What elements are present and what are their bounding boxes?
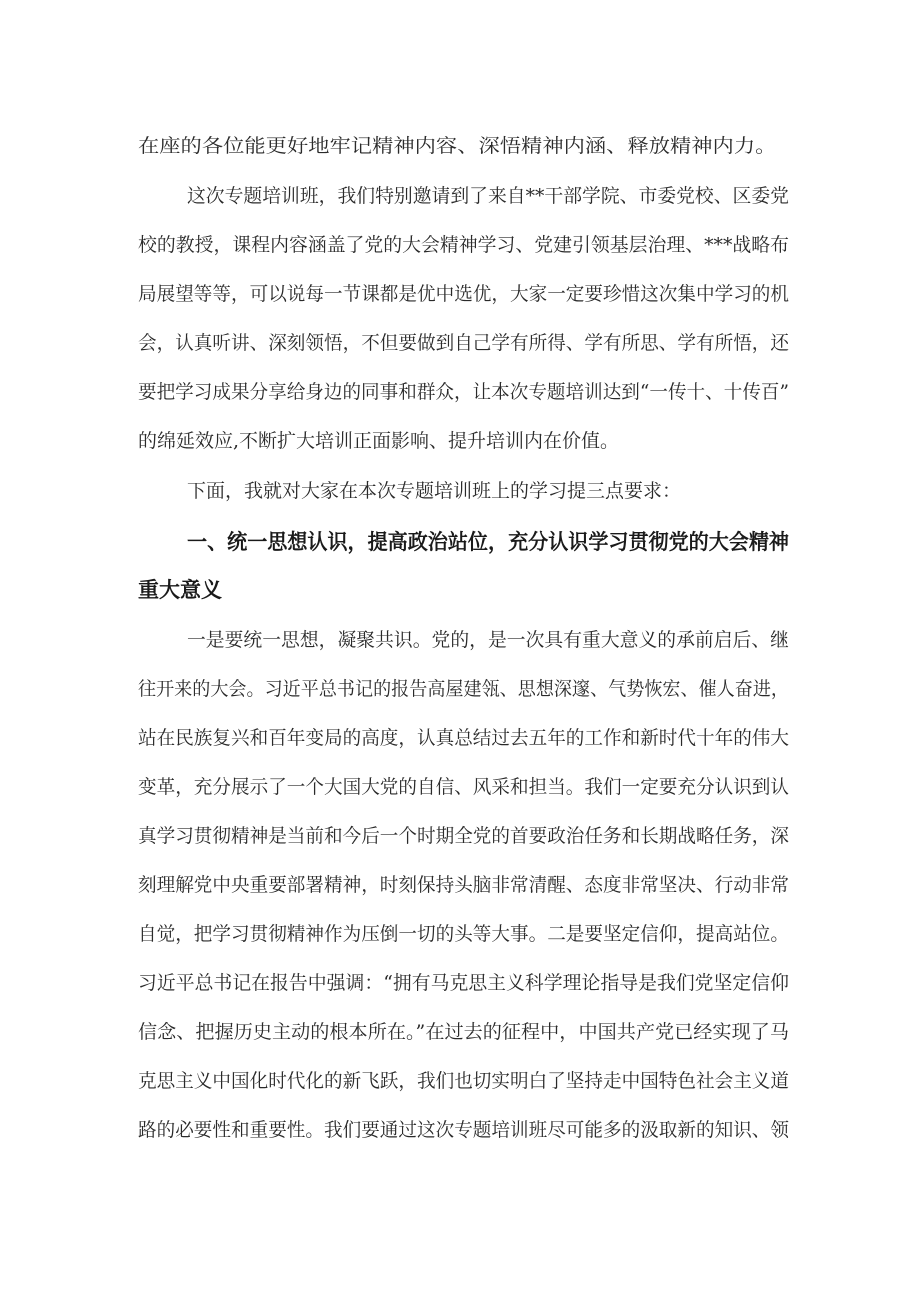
body-text-line: 真学习贯彻精神是当前和今后一个时期全党的首要政治任务和长期战略任务，深 bbox=[138, 825, 789, 847]
body-text-line: 局展望等等，可以说每一节课都是优中选优，大家一定要珍惜这次集中学习的机 bbox=[138, 283, 789, 305]
body-text-line: 路的必要性和重要性。我们要通过这次专题培训班尽可能多的汲取新的知识、领 bbox=[138, 1119, 789, 1141]
paragraph-first-line: 这次专题培训班，我们特别邀请到了来自**干部学院、市委党校、区委党 bbox=[187, 185, 789, 207]
body-text-line: 要把学习成果分享给身边的同事和群众，让本次专题培训达到“一传十、十传百” bbox=[138, 381, 789, 403]
body-text-line: 信念、把握历史主动的根本所在。”在过去的征程中，中国共产党已经实现了马 bbox=[138, 1021, 789, 1043]
body-text-line: 克思主义中国化时代化的新飞跃，我们也切实明白了坚持走中国特色社会主义道 bbox=[138, 1070, 789, 1092]
body-text-line: 会，认真听讲、深刻领悟，不但要做到自己学有所得、学有所思、学有所悟，还 bbox=[138, 332, 789, 354]
body-text-line: 站在民族复兴和百年变局的高度，认真总结过去五年的工作和新时代十年的伟大 bbox=[138, 727, 789, 749]
body-text-line: 在座的各位能更好地牢记精神内容、深悟精神内涵、释放精神内力。 bbox=[138, 135, 777, 157]
paragraph-first-line: 下面，我就对大家在本次专题培训班上的学习提三点要求： bbox=[187, 480, 682, 502]
body-text-line: 变革，充分展示了一个大国大党的自信、风采和担当。我们一定要充分认识到认 bbox=[138, 776, 789, 798]
body-text-line: 校的教授，课程内容涵盖了党的大会精神学习、党建引领基层治理、***战略布 bbox=[138, 234, 789, 256]
section-heading: 重大意义 bbox=[138, 578, 222, 602]
section-heading: 一、统一思想认识，提高政治站位，充分认识学习贯彻党的大会精神 bbox=[187, 530, 789, 554]
body-text-line: 刻理解党中央重要部署精神，时刻保持头脑非常清醒、态度非常坚决、行动非常 bbox=[138, 874, 789, 896]
body-text-line: 自觉，把学习贯彻精神作为压倒一切的头等大事。二是要坚定信仰，提高站位。 bbox=[138, 923, 789, 945]
body-text-line: 习近平总书记在报告中强调：“拥有马克思主义科学理论指导是我们党坚定信仰 bbox=[138, 972, 789, 994]
body-text-line: 往开来的大会。习近平总书记的报告高屋建瓴、思想深邃、气势恢宏、催人奋进， bbox=[138, 678, 789, 700]
body-text-line: 的绵延效应,不断扩大培训正面影响、提升培训内在价值。 bbox=[138, 430, 620, 452]
paragraph-first-line: 一是要统一思想，凝聚共识。党的，是一次具有重大意义的承前启后、继 bbox=[187, 629, 789, 651]
